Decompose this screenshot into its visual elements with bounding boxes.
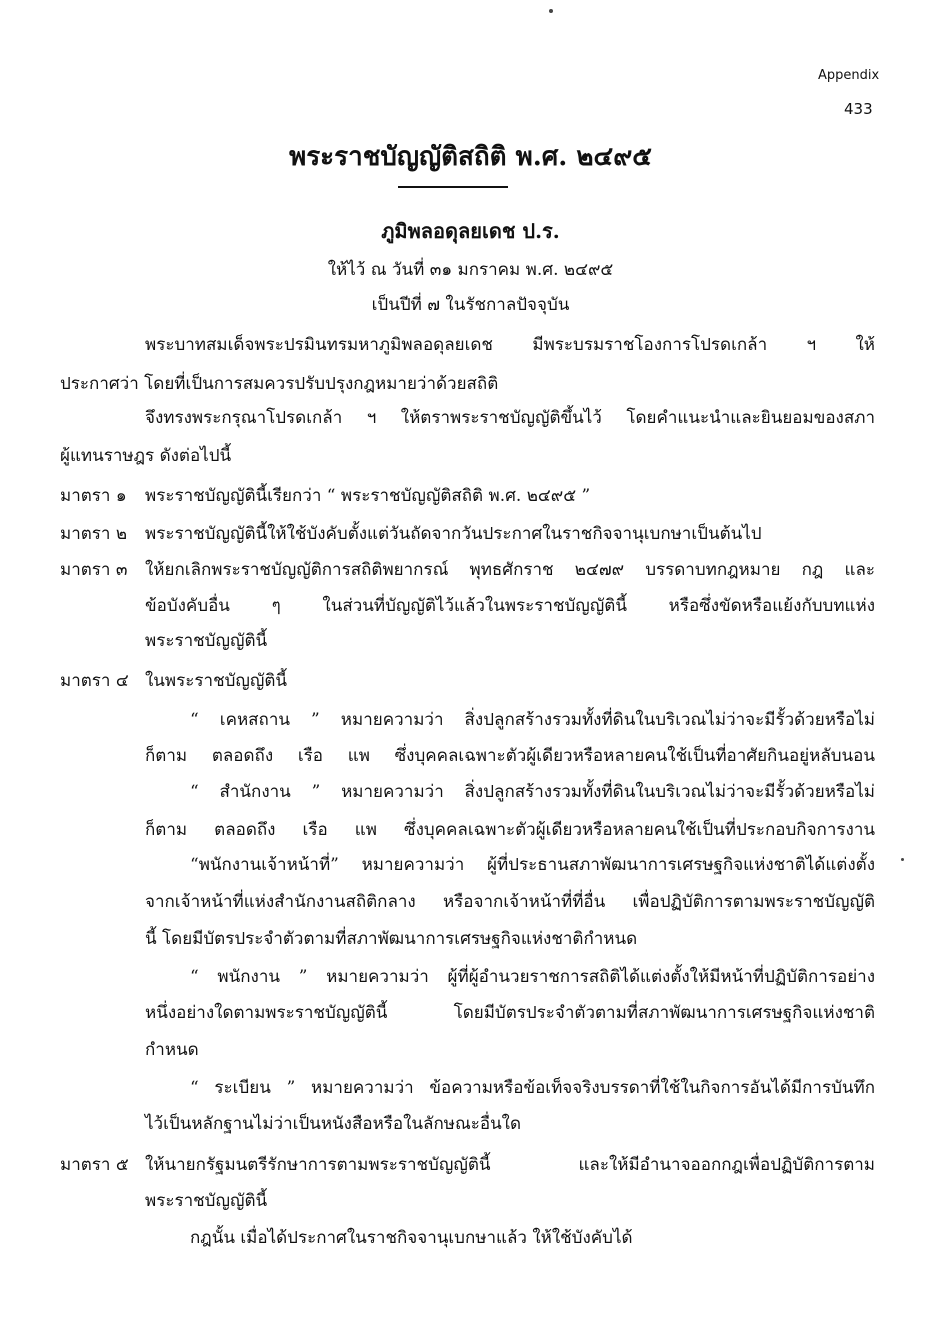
- section-label: มาตรา ๔: [60, 671, 129, 691]
- scan-speck: [901, 858, 904, 861]
- definition-line: หนึ่งอย่างใดตามพระราชบัญญัตินี้ โดยมีบัตรประจำตัวตามที่สภาพัฒนาการเศรษฐกิจแห่งชาติ: [145, 1003, 875, 1023]
- definition-line: “ พนักงาน ” หมายความว่า ผู้ที่ผู้อำนวยราชการสถิติได้แต่งตั้งให้มีหน้าที่ปฏิบัติการอย่าง: [190, 967, 875, 987]
- definition-line: ไว้เป็นหลักฐานไม่ว่าเป็นหนังสือหรือในลักษณะอื่นใด: [145, 1114, 522, 1134]
- section-text: กฎนั้น เมื่อได้ประกาศในราชกิจจานุเบกษาแล้ว ให้ใช้บังคับได้: [190, 1228, 633, 1248]
- section-text: พระราชบัญญัตินี้: [145, 1191, 268, 1211]
- section-label: มาตรา ๓: [60, 560, 128, 580]
- royal-signature: ภูมิพลอดุลยเดช ป.ร.: [381, 219, 560, 243]
- section-text: พระราชบัญญัตินี้ให้ใช้บังคับตั้งแต่วันถัดจากวันประกาศในราชกิจจานุเบกษาเป็นต้นไป: [145, 524, 762, 544]
- definition-line: “ เคหสถาน ” หมายความว่า สิ่งปลูกสร้างรวมทั้งที่ดินในบริเวณไม่ว่าจะมีรั้วด้วยหรือไม่: [190, 710, 875, 730]
- reign-year: เป็นปีที่ ๗ ในรัชกาลปัจจุบัน: [371, 295, 570, 315]
- definition-line: กำหนด: [145, 1040, 199, 1060]
- document-title: พระราชบัญญัติสถิติ พ.ศ. ๒๔๙๕: [289, 142, 652, 172]
- page-number: 433: [844, 100, 873, 118]
- definition-line: “ ระเบียน ” หมายความว่า ข้อความหรือข้อเท็จจริงบรรดาที่ใช้ในกิจการอันได้มีการบันทึก: [190, 1078, 875, 1098]
- title-divider: [398, 186, 508, 188]
- section-text: ในพระราชบัญญัตินี้: [145, 671, 288, 691]
- definition-line: “ สำนักงาน ” หมายความว่า สิ่งปลูกสร้างรวมทั้งที่ดินในบริเวณไม่ว่าจะมีรั้วด้วยหรือไม่: [190, 782, 875, 802]
- preamble-line: พระบาทสมเด็จพระปรมินทรมหาภูมิพลอดุลยเดช มีพระบรมราชโองการโปรดเกล้า ฯ ให้: [145, 335, 875, 355]
- section-label: มาตรา ๕: [60, 1155, 129, 1175]
- section-text: ข้อบังคับอื่น ๆ ในส่วนที่บัญญัติไว้แล้วในพระราชบัญญัตินี้ หรือซึ่งขัดหรือแย้งกับบทแห่ง: [145, 596, 875, 616]
- section-label: มาตรา ๒: [60, 524, 128, 544]
- preamble-line: ประกาศว่า โดยที่เป็นการสมควรปรับปรุงกฎหมายว่าด้วยสถิติ: [60, 374, 499, 394]
- definition-line: นี้ โดยมีบัตรประจำตัวตามที่สภาพัฒนาการเศรษฐกิจแห่งชาติกำหนด: [145, 929, 638, 949]
- definition-line: จากเจ้าหน้าที่แห่งสำนักงานสถิติกลาง หรือจากเจ้าหน้าที่ที่อื่น เพื่อปฏิบัติการตามพระราชบัญญัติ: [145, 892, 875, 912]
- definition-line: ก็ตาม ตลอดถึง เรือ แพ ซึ่งบุคคลเฉพาะตัวผู้เดียวหรือหลายคนใช้เป็นที่อาศัยกินอยู่หลับนอน: [145, 746, 875, 766]
- scan-speck: [549, 9, 553, 13]
- section-text: พระราชบัญญัตินี้เรียกว่า “ พระราชบัญญัติสถิติ พ.ศ. ๒๔๙๕ ”: [145, 486, 591, 506]
- preamble-line: จึงทรงพระกรุณาโปรดเกล้า ฯ ให้ตราพระราชบัญญัติขึ้นไว้ โดยคำแนะนำและยินยอมของสภา: [145, 408, 875, 428]
- section-text: พระราชบัญญัตินี้: [145, 631, 268, 651]
- section-label: มาตรา ๑: [60, 486, 127, 506]
- preamble-line: ผู้แทนราษฎร ดังต่อไปนี้: [60, 446, 232, 466]
- section-text: ให้นายกรัฐมนตรีรักษาการตามพระราชบัญญัตินี้ และให้มีอำนาจออกกฎเพื่อปฏิบัติการตาม: [145, 1155, 875, 1175]
- section-text: ให้ยกเลิกพระราชบัญญัติการสถิติพยากรณ์ พุทธศักราช ๒๔๗๙ บรรดาบทกฎหมาย กฎ และ: [145, 560, 875, 580]
- definition-line: “พนักงานเจ้าหน้าที่” หมายความว่า ผู้ที่ประธานสภาพัฒนาการเศรษฐกิจแห่งชาติได้แต่งตั้ง: [190, 855, 875, 875]
- definition-line: ก็ตาม ตลอดถึง เรือ แพ ซึ่งบุคคลเฉพาะตัวผู้เดียวหรือหลายคนใช้เป็นที่ประกอบกิจการงาน: [145, 820, 875, 840]
- appendix-label: Appendix: [818, 68, 880, 83]
- given-date: ให้ไว้ ณ วันที่ ๓๑ มกราคม พ.ศ. ๒๔๙๕: [327, 260, 614, 280]
